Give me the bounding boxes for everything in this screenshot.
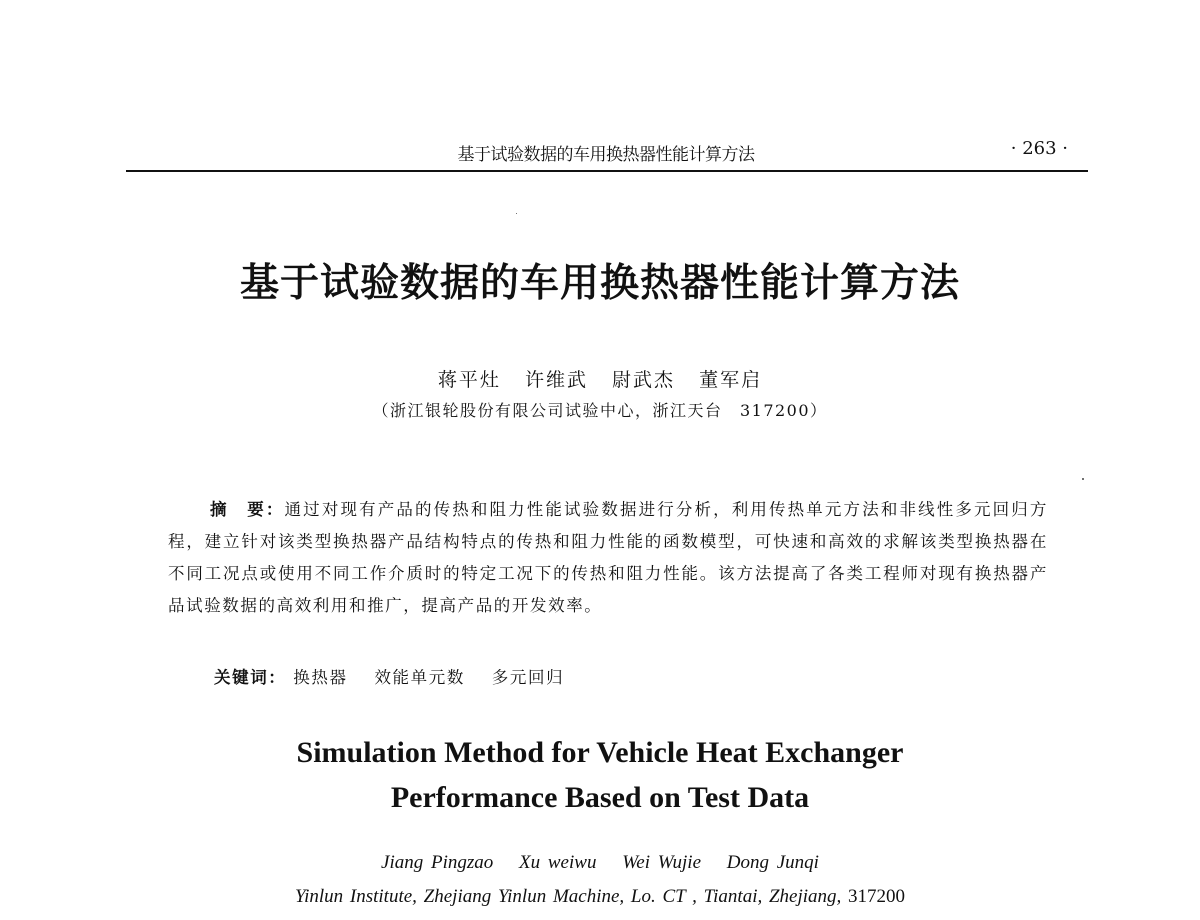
abstract-body: 通过对现有产品的传热和阻力性能试验数据进行分析，利用传热单元方法和非线性多元回归方程，建立针对该类型换热器产品结构特点的传热和阻力性能的函数模型，可快速和高效的求解该类型换热器在不同工况点或使用不同工作介质时的特定工况下的传热和阻力性能。该方法提高了各类工程师对现有换热器产品试验数据的高效利用和推广，提高产品的开发效率。 — [168, 500, 1048, 615]
running-header — [126, 138, 1086, 170]
keywords-cn — [214, 664, 584, 688]
running-title: 基于试验数据的车用换热器性能计算方法 — [457, 145, 755, 165]
author-name-cn: 尉武杰 — [612, 369, 676, 391]
affiliation-en-postcode: 317200 — [848, 886, 906, 907]
affiliation-en-text: Yinlun Institute, Zhejiang Yinlun Machine, Lo. CT , Tiantai, Zhejiang, — [294, 886, 842, 907]
page-number: · 263 · — [1010, 138, 1068, 159]
author-name-en: Jiang Pingzao — [381, 852, 494, 873]
author-name-en: Xu weiwu — [519, 852, 597, 873]
scan-speck — [516, 213, 517, 214]
paper-title-en-line: Simulation Method for Vehicle Heat Exchanger — [296, 736, 904, 769]
affiliation-cn: （浙江银轮股份有限公司试验中心，浙江天台 317200） — [372, 401, 828, 420]
header-rule — [126, 170, 1088, 172]
keyword: 效能单元数 — [374, 668, 465, 687]
keyword: 换热器 — [293, 668, 348, 687]
keywords-label: 关键词： — [214, 668, 287, 687]
author-name-cn: 许维武 — [524, 369, 588, 391]
abstract-label: 摘 要： — [210, 500, 285, 519]
author-name-cn: 蒋平灶 — [437, 369, 501, 391]
author-name-en: Dong Junqi — [726, 852, 819, 873]
paper-title-en-line: Performance Based on Test Data — [390, 781, 810, 814]
author-name-en: Wei Wujie — [622, 852, 702, 873]
abstract-cn — [168, 494, 1048, 622]
author-list-cn — [0, 365, 1200, 392]
affiliation-en — [0, 886, 1200, 908]
author-list-en — [0, 852, 1200, 874]
keyword: 多元回归 — [491, 668, 565, 687]
paper-title-en — [0, 730, 1200, 820]
author-name-cn: 董军启 — [699, 369, 763, 391]
scan-speck — [1082, 478, 1084, 480]
paper-title-cn: 基于试验数据的车用换热器性能计算方法 — [239, 260, 960, 306]
